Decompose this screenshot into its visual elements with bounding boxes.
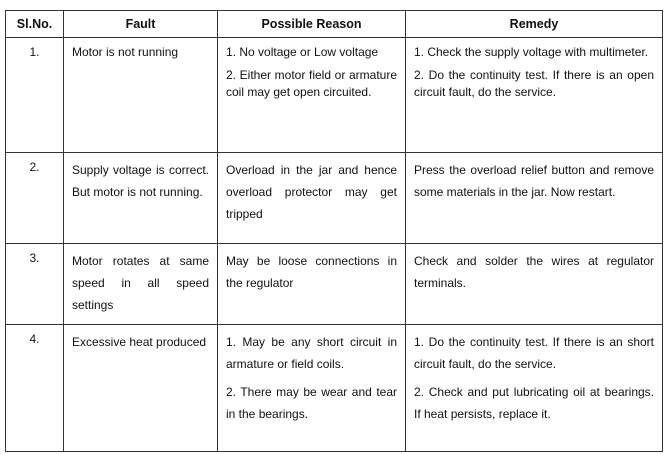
cell-sl-no: 1. — [6, 38, 64, 153]
remedy-line: 2. Check and put lubricating oil at bearings. If heat persists, replace it. — [414, 385, 654, 421]
cell-reason — [218, 325, 406, 452]
header-fault: Fault — [64, 11, 218, 38]
reason-line: 2. There may be wear and tear in the bearings. — [226, 385, 397, 421]
header-remedy: Remedy — [406, 11, 663, 38]
cell-remedy — [406, 325, 663, 452]
cell-remedy — [406, 38, 663, 153]
cell-fault: Supply voltage is correct. But motor is not running. — [64, 153, 218, 244]
remedy-line: 1. Do the continuity test. If there is an short circuit fault, do the service. — [414, 335, 654, 371]
cell-remedy — [406, 244, 663, 325]
cell-remedy — [406, 153, 663, 244]
reason-line: 1. May be any short circuit in armature or field coils. — [226, 335, 397, 371]
cell-fault: Motor is not running — [64, 38, 218, 153]
cell-sl-no: 2. — [6, 153, 64, 244]
header-sl-no: Sl.No. — [6, 11, 64, 38]
reason-line: 2. Either motor field or armature coil may get open circuited. — [226, 68, 397, 99]
table-row — [6, 325, 663, 452]
cell-reason — [218, 38, 406, 153]
remedy-line: 2. Do the continuity test. If there is an open circuit fault, do the service. — [414, 68, 654, 99]
header-row — [6, 11, 663, 38]
cell-sl-no: 3. — [6, 244, 64, 325]
remedy-line: Press the overload relief button and remove some materials in the jar. Now restart. — [414, 163, 654, 199]
table-row — [6, 38, 663, 153]
table-row — [6, 244, 663, 325]
header-possible-reason: Possible Reason — [218, 11, 406, 38]
cell-sl-no: 4. — [6, 325, 64, 452]
remedy-line: 1. Check the supply voltage with multimeter. — [414, 45, 649, 59]
cell-reason — [218, 244, 406, 325]
reason-line: May be loose connections in the regulator — [226, 254, 397, 290]
reason-line: 1. No voltage or Low voltage — [226, 45, 379, 59]
remedy-line: Check and solder the wires at regulator terminals. — [414, 254, 654, 290]
cell-reason — [218, 153, 406, 244]
troubleshooting-table — [5, 10, 663, 452]
reason-line: Overload in the jar and hence overload protector may get tripped — [226, 163, 397, 221]
cell-fault: Excessive heat produced — [64, 325, 218, 452]
table-row — [6, 153, 663, 244]
cell-fault: Motor rotates at same speed in all speed settings — [64, 244, 218, 325]
